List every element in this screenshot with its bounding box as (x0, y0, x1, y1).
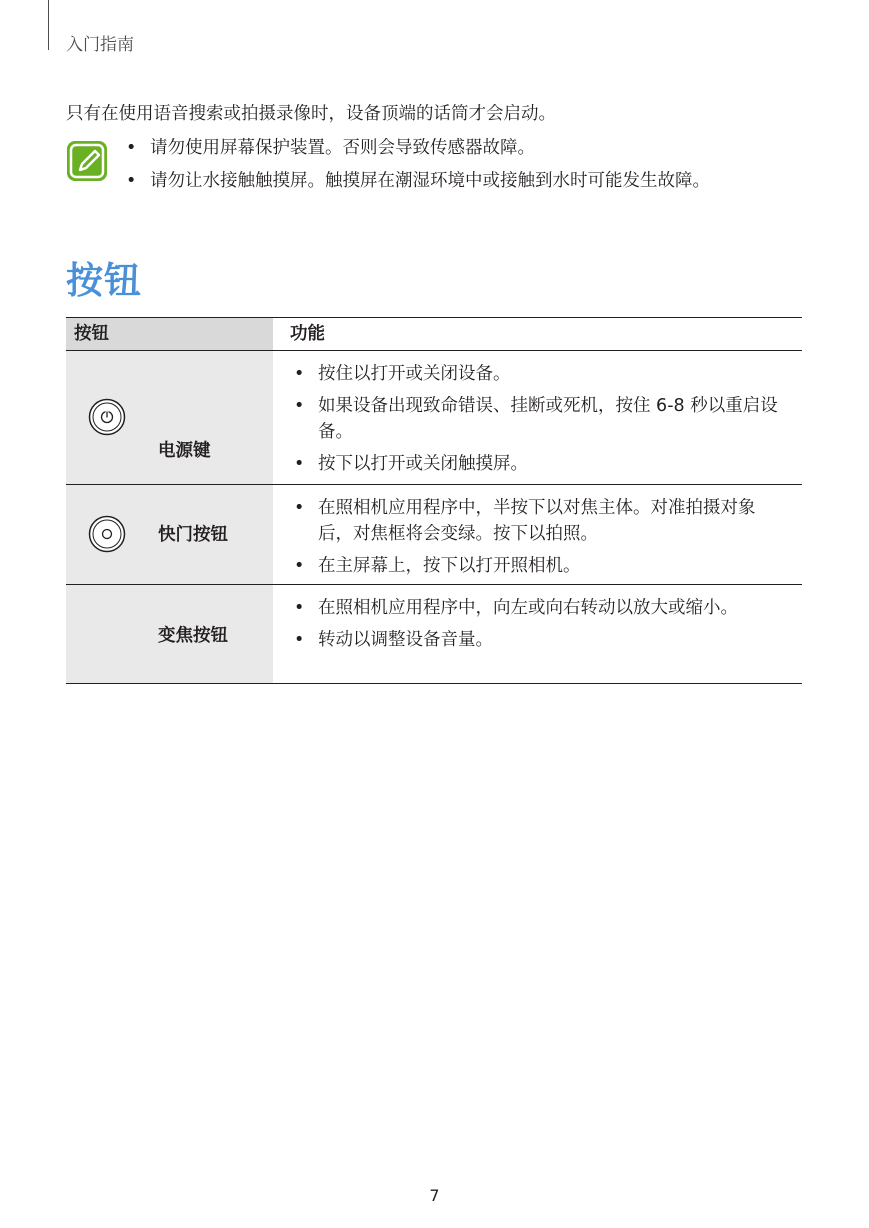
section-label: 入门指南 (66, 35, 134, 55)
bullet: • (294, 498, 305, 518)
button-name: 电源键 (158, 441, 211, 461)
function-text: 在主屏幕上，按下以打开照相机。 (318, 556, 581, 576)
function-item (290, 361, 782, 387)
intro-text: 只有在使用语音搜索或拍摄录像时，设备顶端的话筒才会启动。 (66, 104, 556, 124)
bullet: • (294, 556, 305, 576)
function-cell (273, 485, 802, 584)
function-item (290, 495, 782, 547)
bullet: • (294, 598, 305, 618)
note-item (126, 137, 826, 159)
function-list (290, 495, 782, 579)
function-item (290, 595, 782, 621)
function-item (290, 393, 782, 445)
function-list (290, 361, 782, 477)
table-row (66, 485, 802, 585)
table-row (66, 585, 802, 684)
function-text: 转动以调整设备音量。 (318, 630, 493, 650)
function-cell (273, 585, 802, 683)
function-cell (273, 351, 802, 484)
function-text: 如果设备出现致命错误、挂断或死机，按住 6-8 秒以重启设备。 (318, 396, 778, 442)
function-text: 在照相机应用程序中，半按下以对焦主体。对准拍摄对象后，对焦框将会变绿。按下以拍照。 (318, 498, 756, 544)
table-row (66, 351, 802, 485)
note-item (126, 170, 826, 192)
note-pencil-icon (66, 140, 108, 182)
note-text: 请勿使用屏幕保护装置。否则会导致传感器故障。 (150, 138, 535, 158)
bullet: • (294, 630, 305, 650)
table-header (66, 318, 802, 351)
button-cell (66, 485, 273, 584)
button-cell (66, 585, 273, 683)
function-item (290, 553, 782, 579)
function-text: 在照相机应用程序中，向左或向右转动以放大或缩小。 (318, 598, 738, 618)
button-cell (66, 351, 273, 484)
page-title: 按钮 (66, 259, 142, 302)
function-text: 按住以打开或关闭设备。 (318, 364, 511, 384)
function-text: 按下以打开或关闭触摸屏。 (318, 454, 528, 474)
notes-list (126, 137, 826, 203)
header-button: 按钮 (66, 318, 273, 350)
bullet: • (294, 454, 305, 474)
button-name: 变焦按钮 (158, 626, 228, 646)
function-item (290, 627, 782, 653)
power-icon (88, 398, 126, 436)
bullet: • (294, 364, 305, 384)
bullet: • (294, 396, 305, 416)
note-text: 请勿让水接触触摸屏。触摸屏在潮湿环境中或接触到水时可能发生故障。 (150, 171, 710, 191)
button-name: 快门按钮 (158, 525, 228, 545)
function-list (290, 595, 782, 653)
bullet: • (126, 171, 137, 191)
page-number: 7 (429, 1186, 440, 1205)
function-item (290, 451, 782, 477)
shutter-icon (88, 515, 126, 553)
bullet: • (126, 138, 137, 158)
buttons-table (66, 317, 802, 684)
header-function: 功能 (290, 324, 325, 344)
header-divider (48, 0, 49, 50)
